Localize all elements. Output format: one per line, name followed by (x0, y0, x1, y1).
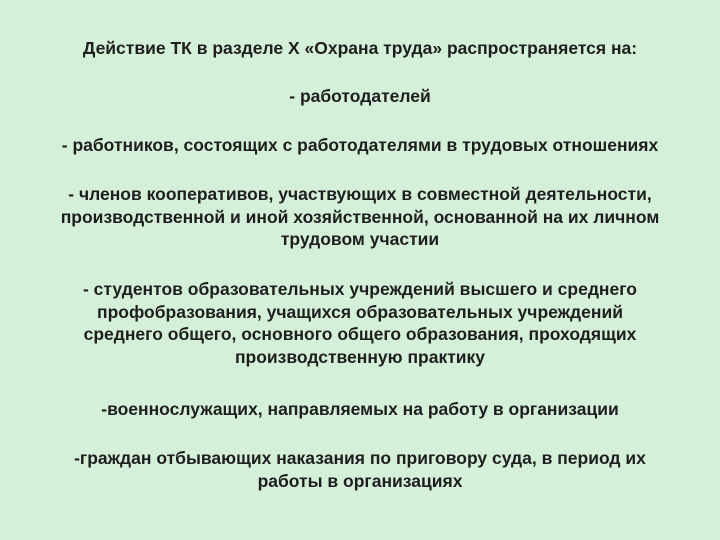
list-item-line: - работников, состоящих с работодателями в трудовых отношениях (61, 135, 659, 155)
list-item-line: -граждан отбывающих наказания по приговору суда, в период их (74, 448, 646, 468)
list-item-cooperative-members (0, 183, 720, 251)
list-item-employees (0, 134, 720, 157)
list-item-students (0, 278, 720, 368)
list-item-line: среднего общего, основного общего образования, проходящих (83, 324, 637, 344)
list-item-line: - работодателей (289, 86, 431, 106)
list-item-military (0, 398, 720, 421)
list-item-line: трудовом участии (280, 229, 440, 249)
list-item-line: производственную практику (234, 346, 486, 367)
list-item-convicts (0, 447, 720, 492)
list-item-line: работы в организациях (257, 470, 463, 491)
list-item-line: - студентов образовательных учреждений высшего и среднего (82, 279, 637, 299)
list-item-line: производственной и иной хозяйственной, основанной на их личном (60, 206, 660, 227)
slide-heading: Действие ТК в разделе Х «Охрана труда» распространяется на: (82, 38, 638, 58)
list-item-line: профобразования, учащихся образовательных учреждений (97, 301, 623, 322)
list-item-line: - членов кооперативов, участвующих в совместной деятельности, (68, 184, 652, 204)
list-item-line: -военнослужащих, направляемых на работу в организации (101, 399, 619, 419)
list-item-employers (0, 85, 720, 108)
